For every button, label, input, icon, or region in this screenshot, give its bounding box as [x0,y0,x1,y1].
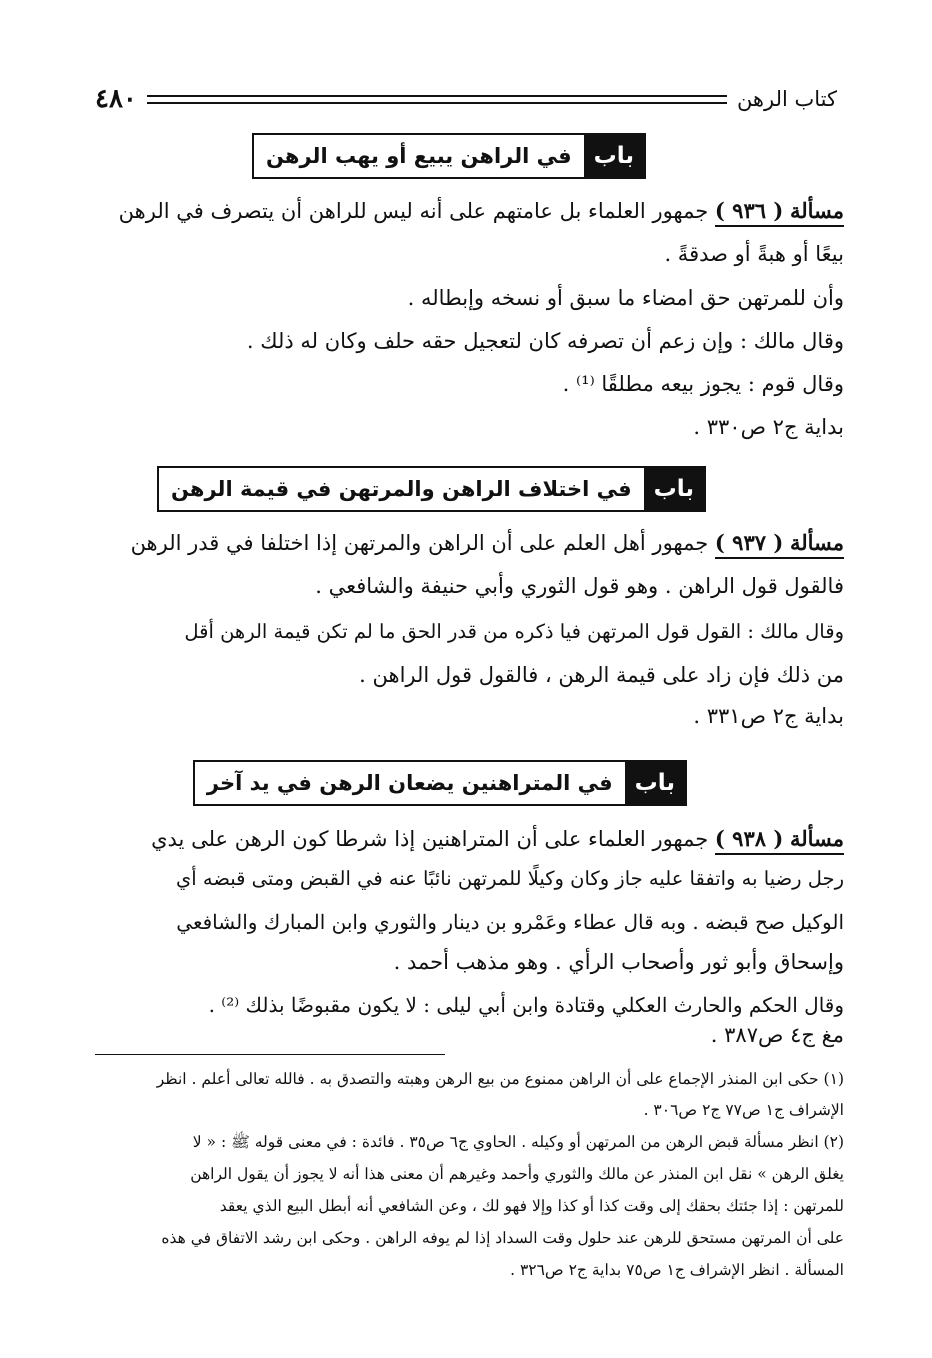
chapter-label: باب [584,135,644,177]
text-line: من ذلك فإن زاد على قيمة الرهن ، فالقول قول الراهن . [359,663,844,687]
text-line: وقال قوم : يجوز بيعه مطلقًا ⁽¹⁾ . [562,372,844,396]
issue-heading [715,827,844,855]
issue-number: ( ٩٣٧ ) [714,530,784,555]
footnote-line: للمرتهن : إذا جئتك بحقك إلى وقت كذا أو كذا وإلا فهو لك ، وعن الشافعي أنه أبطل البيع الذي يعقد [219,1197,844,1215]
footnote-separator [95,1054,445,1055]
source-reference: بداية ج٢ ص٣٣٠ . [693,415,844,439]
text-line: وأن للمرتهن حق امضاء ما سبق أو نسخه وإبطاله . [407,286,844,310]
footnote-line: (١) حكى ابن المنذر الإجماع على أن الراهن ممنوع من بيع الرهن وهبته والتصدق به . فالله تعالى أعلم . انظر [156,1070,844,1088]
running-header [95,82,837,116]
issue-number: ( ٩٣٦ ) [714,198,784,223]
text-line: الوكيل صح قبضه . وبه قال عطاء وعَمْرو بن دينار والثوري وابن المبارك والشافعي [176,910,844,934]
page-number: ٤٨٠ [95,84,137,114]
source-reference: مغ ج٤ ص٣٨٧ . [710,1023,844,1047]
text-line: جمهور أهل العلم على أن الراهن والمرتهن إذا اختلفا في قدر الرهن [130,531,709,555]
footnote-line: الإشراف ج١ ص٧٧ ج٢ ص٣٠٦ . [643,1101,844,1119]
issue-line [151,826,844,852]
text-line: رجل رضيا به واتفقا عليه جاز وكان وكيلًا للمرتهن نائبًا عنه في القبض ومتى قبضه أي [176,867,844,890]
footnote-line: المسألة . انظر الإشراف ج١ ص٧٥ بداية ج٢ ص٣٢٦ . [510,1261,844,1279]
issue-heading [715,199,844,227]
footnote-line: (٢) انظر مسألة قبض الرهن من المرتهن أو وكيله . الحاوي ج٦ ص٣٥ . فائدة : في معنى قوله ﷺ : « لا [192,1133,844,1151]
chapter-title: في اختلاف الراهن والمرتهن في قيمة الرهن [171,477,632,501]
text-line: وقال مالك : وإن زعم أن تصرفه كان لتعجيل حقه حلف وكان له ذلك . [246,329,844,353]
issue-line [131,530,844,556]
chapter-title: في الراهن يبيع أو يهب الرهن [266,144,572,168]
text-line: وقال مالك : القول قول المرتهن فيا ذكره من قدر الحق ما لم تكن قيمة الرهن أقل [184,620,844,643]
chapter-heading [157,466,706,512]
issue-label: مسألة [789,826,844,851]
text-line: جمهور العلماء على أن المتراهنين إذا شرطا كون الرهن على يدي [151,827,709,851]
header-rule [147,95,727,104]
text-line: وإسحاق وأبو ثور وأصحاب الرأي . وهو مذهب أحمد . [393,950,844,974]
issue-label: مسألة [789,530,844,555]
footnote-line: على أن المرتهن مستحق للرهن عند حلول وقت السداد إذا لم يوفه الراهن . وحكى ابن رشد الاتفاق في هذه [161,1229,844,1247]
issue-line [119,198,844,224]
chapter-heading [193,760,687,806]
issue-label: مسألة [789,198,844,223]
text-line: بيعًا أو هبةً أو صدقةً . [664,242,844,266]
chapter-heading [252,133,646,179]
issue-number: ( ٩٣٨ ) [714,826,784,851]
issue-heading [715,531,844,559]
text-line: وقال الحكم والحارث العكلي وقتادة وابن أبي ليلى : لا يكون مقبوضًا بذلك ⁽²⁾ . [208,993,844,1017]
chapter-title: في المتراهنين يضعان الرهن في يد آخر [206,771,613,795]
chapter-label: باب [644,468,704,510]
text-line: فالقول قول الراهن . وهو قول الثوري وأبي حنيفة والشافعي . [315,574,844,598]
source-reference: بداية ج٢ ص٣٣١ . [693,704,844,728]
chapter-label: باب [625,762,685,804]
text-line: جمهور العلماء بل عامتهم على أنه ليس للراهن أن يتصرف في الرهن [118,199,709,223]
book-title: كتاب الرهن [736,87,837,111]
footnote-line: يغلق الرهن » نقل ابن المنذر عن مالك والثوري وأحمد وغيرهم أن معنى هذا أنه لا يجوز أن يقول الراهن [190,1165,844,1183]
